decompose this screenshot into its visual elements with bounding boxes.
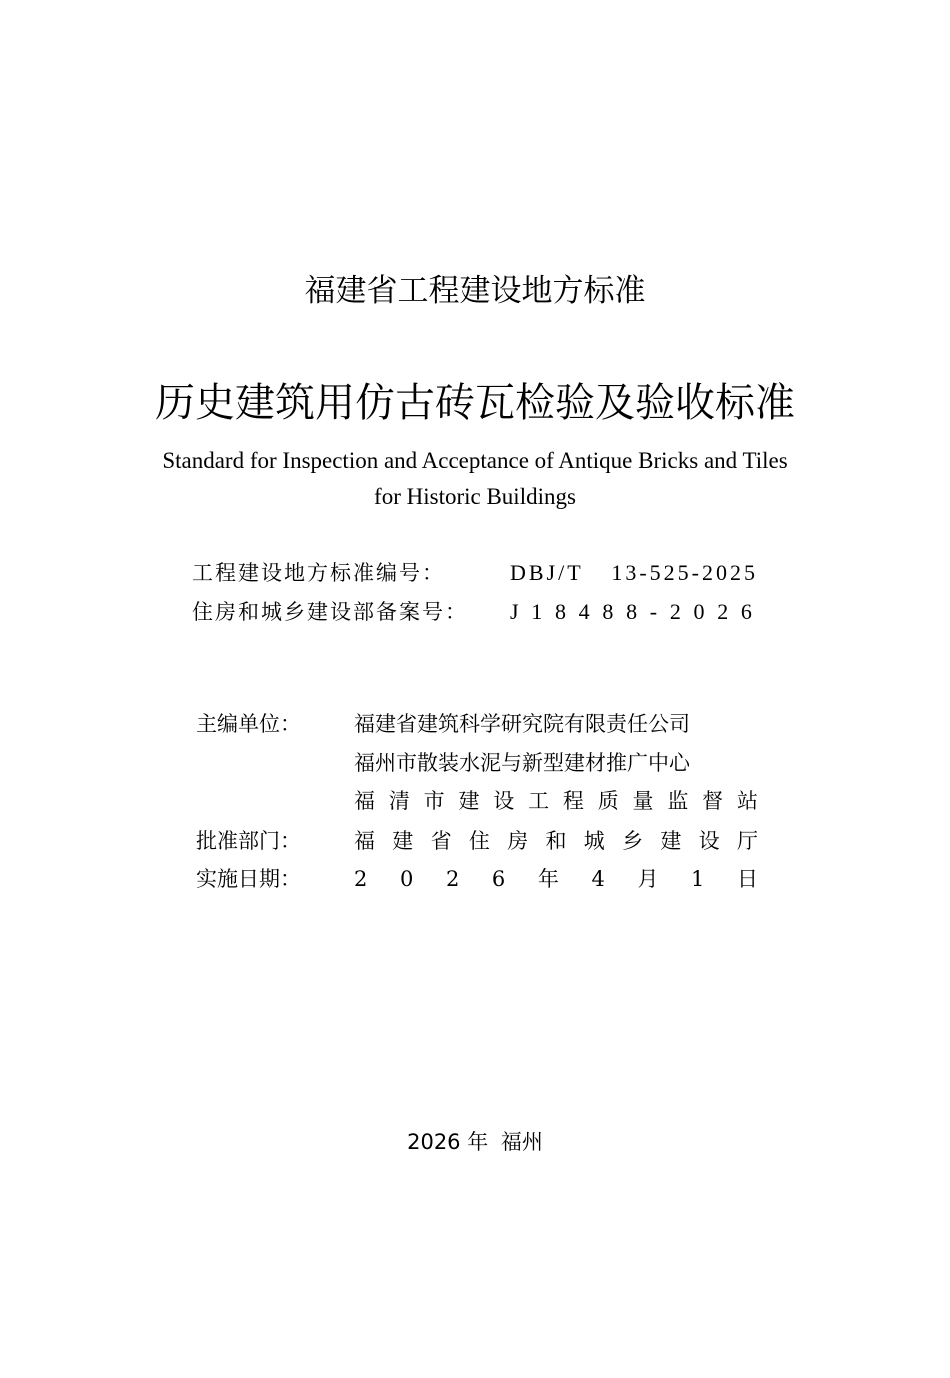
record-char: 2 <box>669 599 681 624</box>
record-char: 6 <box>740 599 752 624</box>
effective-date-value <box>354 860 758 898</box>
editor-char: 程 <box>562 789 584 813</box>
date-char: 2 <box>354 867 368 891</box>
chief-editor-3 <box>354 782 758 820</box>
editor-char: 工 <box>528 789 550 813</box>
approval-char: 住 <box>468 829 490 853</box>
approval-department-label: 批准部门： <box>196 829 301 853</box>
date-char: 6 <box>491 867 506 891</box>
approval-char: 省 <box>430 829 452 853</box>
record-char: 8 <box>554 599 566 624</box>
publication-city: 福州 <box>500 1130 543 1154</box>
record-char: - <box>649 599 658 624</box>
approval-department-value <box>354 822 758 860</box>
effective-date-row <box>196 860 762 898</box>
date-char: 0 <box>399 867 414 891</box>
editor-char: 福 <box>354 789 375 813</box>
editor-char: 清 <box>388 789 410 813</box>
effective-date-label: 实施日期： <box>196 867 301 891</box>
editor-char: 市 <box>423 789 445 813</box>
date-char: 月 <box>637 867 659 891</box>
record-number-label: 住房和城乡建设部备案号： <box>192 600 468 624</box>
editor-char: 质 <box>597 789 619 813</box>
approval-department-row <box>196 822 762 860</box>
standard-title-chinese: 历史建筑用仿古砖瓦检验及验收标准 <box>155 380 795 426</box>
approval-char: 设 <box>698 829 720 853</box>
record-char: 8 <box>602 599 614 624</box>
publication-year: 2026 年 <box>407 1130 489 1154</box>
standard-title-english <box>120 443 830 515</box>
editor-char: 站 <box>736 789 758 813</box>
record-char: 1 <box>531 599 543 624</box>
local-standard-number-value: DBJ/T 13-525-2025 <box>510 560 758 585</box>
record-number-row <box>192 595 762 629</box>
record-char: 8 <box>626 599 638 624</box>
record-char: J <box>510 599 519 624</box>
date-char: 年 <box>537 867 559 891</box>
local-standard-number-label: 工程建设地方标准编号： <box>192 561 445 585</box>
record-char: 4 <box>578 599 590 624</box>
chief-editor-row <box>196 705 762 743</box>
approval-char: 福 <box>354 829 375 853</box>
english-title-line-2: for Historic Buildings <box>374 484 576 509</box>
record-char: 2 <box>717 599 729 624</box>
editor-char: 设 <box>493 789 515 813</box>
publication-footer <box>0 1125 950 1159</box>
chief-editor-row-3 <box>196 782 762 820</box>
approval-char: 建 <box>660 829 682 853</box>
approval-char: 和 <box>545 829 567 853</box>
record-number-value <box>510 595 752 629</box>
editor-char: 建 <box>458 789 480 813</box>
standard-category-heading: 福建省工程建设地方标准 <box>304 273 646 309</box>
chief-editor-1: 福建省建筑科学研究院有限责任公司 <box>354 712 690 736</box>
approval-char: 乡 <box>622 829 644 853</box>
approval-char: 房 <box>507 829 529 853</box>
record-char: 0 <box>693 599 705 624</box>
editor-char: 监 <box>667 789 689 813</box>
date-char: 日 <box>737 867 758 891</box>
date-char: 1 <box>691 867 705 891</box>
date-char: 4 <box>591 867 605 891</box>
approval-char: 建 <box>392 829 414 853</box>
approval-char: 厅 <box>736 829 758 853</box>
date-char: 2 <box>445 867 460 891</box>
chief-editor-row-2 <box>196 744 762 782</box>
editor-char: 督 <box>702 789 724 813</box>
approval-char: 城 <box>583 829 605 853</box>
local-standard-number-row <box>192 556 762 590</box>
chief-editor-label: 主编单位： <box>196 712 301 736</box>
editor-char: 量 <box>632 789 654 813</box>
english-title-line-1: Standard for Inspection and Acceptance of Antique Bricks and Tiles <box>162 448 788 473</box>
chief-editor-2: 福州市散装水泥与新型建材推广中心 <box>354 751 690 775</box>
